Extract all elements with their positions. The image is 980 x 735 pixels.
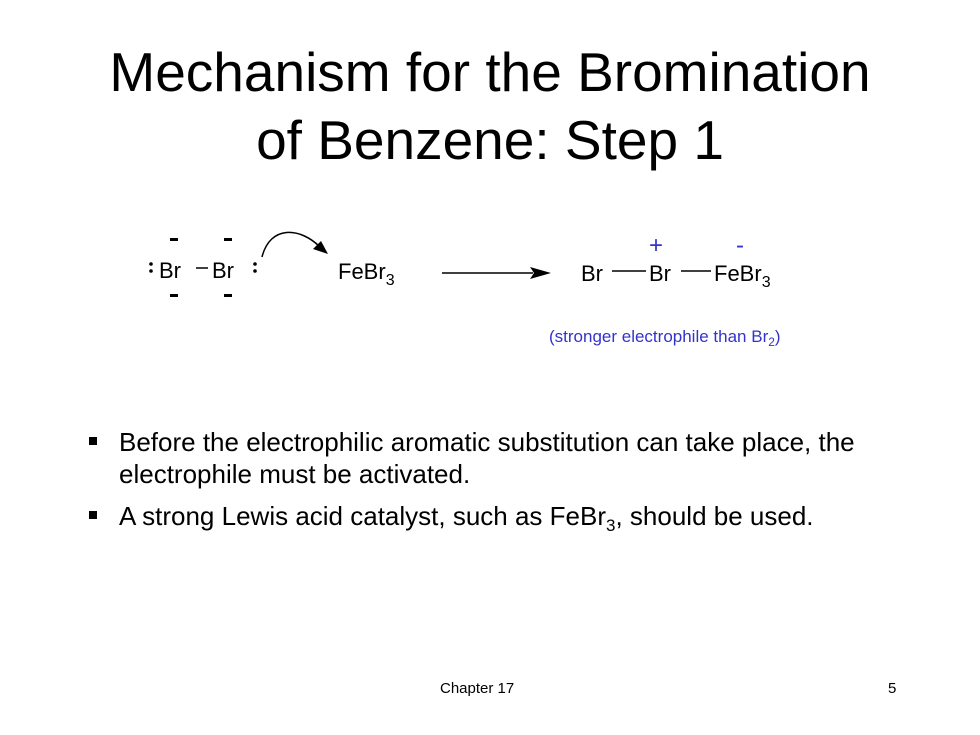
title-line-1: Mechanism for the Bromination: [109, 41, 871, 103]
reactant-br-left: Br: [159, 258, 181, 283]
lone-pair-dash: [224, 294, 232, 297]
lone-pair-dot: [149, 262, 153, 266]
bullet-item: [86, 426, 906, 490]
product-br-left: Br: [581, 261, 603, 286]
reaction-scheme: [0, 205, 980, 365]
lone-pair-dot: [253, 269, 257, 273]
bullet-text-before: A strong Lewis acid catalyst, such as FeBr: [119, 501, 606, 531]
lone-pair-dash: [224, 238, 232, 241]
bullet-text-after: , should be used.: [615, 501, 814, 531]
bullet-square-icon: [89, 511, 97, 519]
bullet-item: [86, 500, 906, 542]
curved-arrow-icon: [262, 232, 328, 257]
bullet-text: Before the electrophilic aromatic substitution can take place, the electrophile must be activated.: [119, 427, 855, 489]
charge-plus: +: [649, 232, 664, 259]
bullet-square-icon: [89, 437, 97, 445]
lone-pair-dash: [170, 294, 178, 297]
footer-page-number: 5: [888, 680, 897, 697]
lone-pair-dot: [149, 269, 153, 273]
product-febr3: FeBr$_3$: [714, 261, 771, 291]
bullet-list: [86, 426, 906, 552]
title-line-2: of Benzene: Step 1: [256, 109, 724, 171]
lone-pair-dash: [170, 238, 178, 241]
product-complex: [581, 232, 771, 291]
bromine-molecule: [149, 238, 257, 297]
charge-minus: -: [736, 232, 744, 259]
electrophile-note: (stronger electrophile than $Br_2$): [549, 327, 781, 349]
reactant-febr3: FeBr$_3$: [338, 259, 395, 289]
product-br-mid: Br: [649, 261, 671, 286]
slide-title: [40, 38, 940, 174]
reactant-br-right: Br: [212, 258, 234, 283]
reaction-arrow-icon: [442, 267, 551, 279]
footer-chapter: Chapter 17: [440, 680, 515, 697]
lone-pair-dot: [253, 262, 257, 266]
bullet-subscript: 3: [606, 516, 616, 536]
